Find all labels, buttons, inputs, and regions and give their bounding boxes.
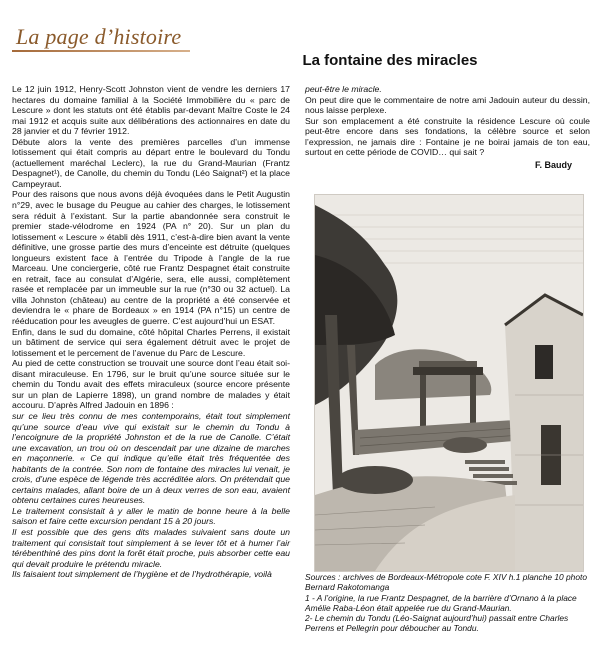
paragraph: Le 12 juin 1912, Henry-Scott Johnston vient de vendre les derniers 17 hectares du domaine familial à la Société Immobilière du « parc de Lescure » dont les statuts ont été établis par-devant Maître Coste le 24 mai 1912 et acquis suite aux délibérations des actionnaires en date du 28 janvier et du 7 février 1912. — [12, 84, 290, 137]
article-left-column — [12, 84, 290, 580]
article-title: La fontaine des miracles — [302, 52, 478, 69]
footnote-2: 2- Le chemin du Tondu (Léo-Saignat aujourd’hui) passait entre Charles Perrens et Pellegrin pour déboucher au Tondu. — [305, 613, 569, 634]
author-signature: F. Baudy — [534, 159, 572, 170]
paragraph: Au pied de cette construction se trouvait une source dont l’eau était soi-disant miraculeuse. En 1796, sur le bruit qu’une source située sur le chemin du Tondu avait des effets miraculeux (source encore présente sur un plan de Lapierre 1898), un grand nombre de malades y était accouru. D’après Alfred Jadouin en 1896 : — [12, 358, 290, 411]
quote-paragraph: Ils faisaient tout simplement de l’hygiène et de l’hydrothérapie, voilà — [12, 569, 272, 580]
paragraph: Sur son emplacement a été construite la résidence Lescure où coule peut-être encore dans ses fondations, la célèbre source et selon l’expression, ne jamais dire : Fontaine je ne boirai jamais de ton eau, surtout en cette période de COVID… qui sait ? — [305, 115, 590, 158]
quote-paragraph: sur ce lieu très connu de mes contemporains, était tout simplement qu’une source d’eau vive qui existait sur le chemin du Tondu à l’encoignure de la propriété Johnston et de la rue de Canolle. C’était une excavation, un trou où on descendait par une dizaine de marches en maçonnerie. « Ce qui indique qu’elle était très fréquentée des habitants de la contrée. Son nom de fontaine des miracles lui venait, je crois, d’une espèce de légende très accréditée alors. On prétendait que certains malades, allant boire de un à deux verres de son eau, avaient obtenu certaines cures heureuses. — [12, 410, 290, 506]
paragraph: Débute alors la vente des premières parcelles d’un immense lotissement qui était compris au départ entre le boulevard du Tondu (actuellement maréchal Leclerc), la rue du Grand-Maurian (Frantz Despagnet¹), de Canolle, du chemin du Tondu (Léo Saignat²) et la place Campeyraut. — [12, 136, 290, 189]
section-title-underline — [12, 50, 190, 52]
article-right-column — [305, 84, 590, 170]
quote-paragraph: Il est possible que des gens dits malades suivaient sans doute un traitement qui consistait tout simplement à se lever tôt et à humer l’air térébenthiné des pins dont la forêt était proche, puis absorber cette eau qui devait produire le prétendu miracle. — [12, 526, 290, 569]
paragraph: Pour des raisons que nous avons déjà évoquées dans le Petit Augustin n°29, avec le busage du Peugue au cahier des charges, le lotissement sera réduit à l’existant. Sur la partie abandonnée sera construit le premier stade-vélodrome en 1924 (PA n° 20). Sur un plan du lotissement « Lescure » établi dès 1911, c’est-à-dire bien avant la vente définitive, une grosse partie des murs d’enceinte est détruite (quelques longueurs existent face à l’entrée du Tripode à l’angle de la rue Marceau. Une conciergerie, côté rue Frantz Despagnet était construite en retrait, face au consulat d’Algérie, sera, elle aussi, complètement rasée et remplacée par un immeuble sur la rue (n°30 ou 32 actuel). La villa Johnston (château) au centre de la propriété a été conservée et deviendra le « phare de Bordeaux » en 1914 (PA n°15) un centre de rééducation pour les aveugles de guerre. C’est aujourd’hui un ESAT. — [12, 189, 290, 327]
section-header — [12, 6, 192, 52]
section-title: La page d’histoire — [16, 24, 182, 49]
caption-source: Sources : archives de Bordeaux-Métropole cote F. XIV h.1 planche 10 photo Bernard Rakotomanga — [305, 572, 587, 593]
photo-caption — [305, 572, 590, 634]
paragraph: On peut dire que le commentaire de notre ami Jadouin auteur du dessin, nous laisse perplexe. — [305, 94, 590, 116]
paragraph: Enfin, dans le sud du domaine, côté hôpital Charles Perrens, il existait un bâtiment de service qui sera également détruit avec le projet de lotissement et le percement de l’avenue du Parc de Lescure. — [12, 326, 290, 358]
engraving-illustration-icon — [314, 194, 584, 572]
footnote-1: 1 - A l’origine, la rue Frantz Despagnet, de la barrière d’Ornano à la place Amélie Raba-Léon était appelée rue du Grand-Maurian. — [305, 592, 577, 613]
paragraph: peut-être le miracle. — [305, 84, 382, 94]
quote-paragraph: Le traitement consistait à y aller le matin de bonne heure à la belle saison et faire cette excursion pendant 15 à 20 jours. — [12, 505, 290, 527]
